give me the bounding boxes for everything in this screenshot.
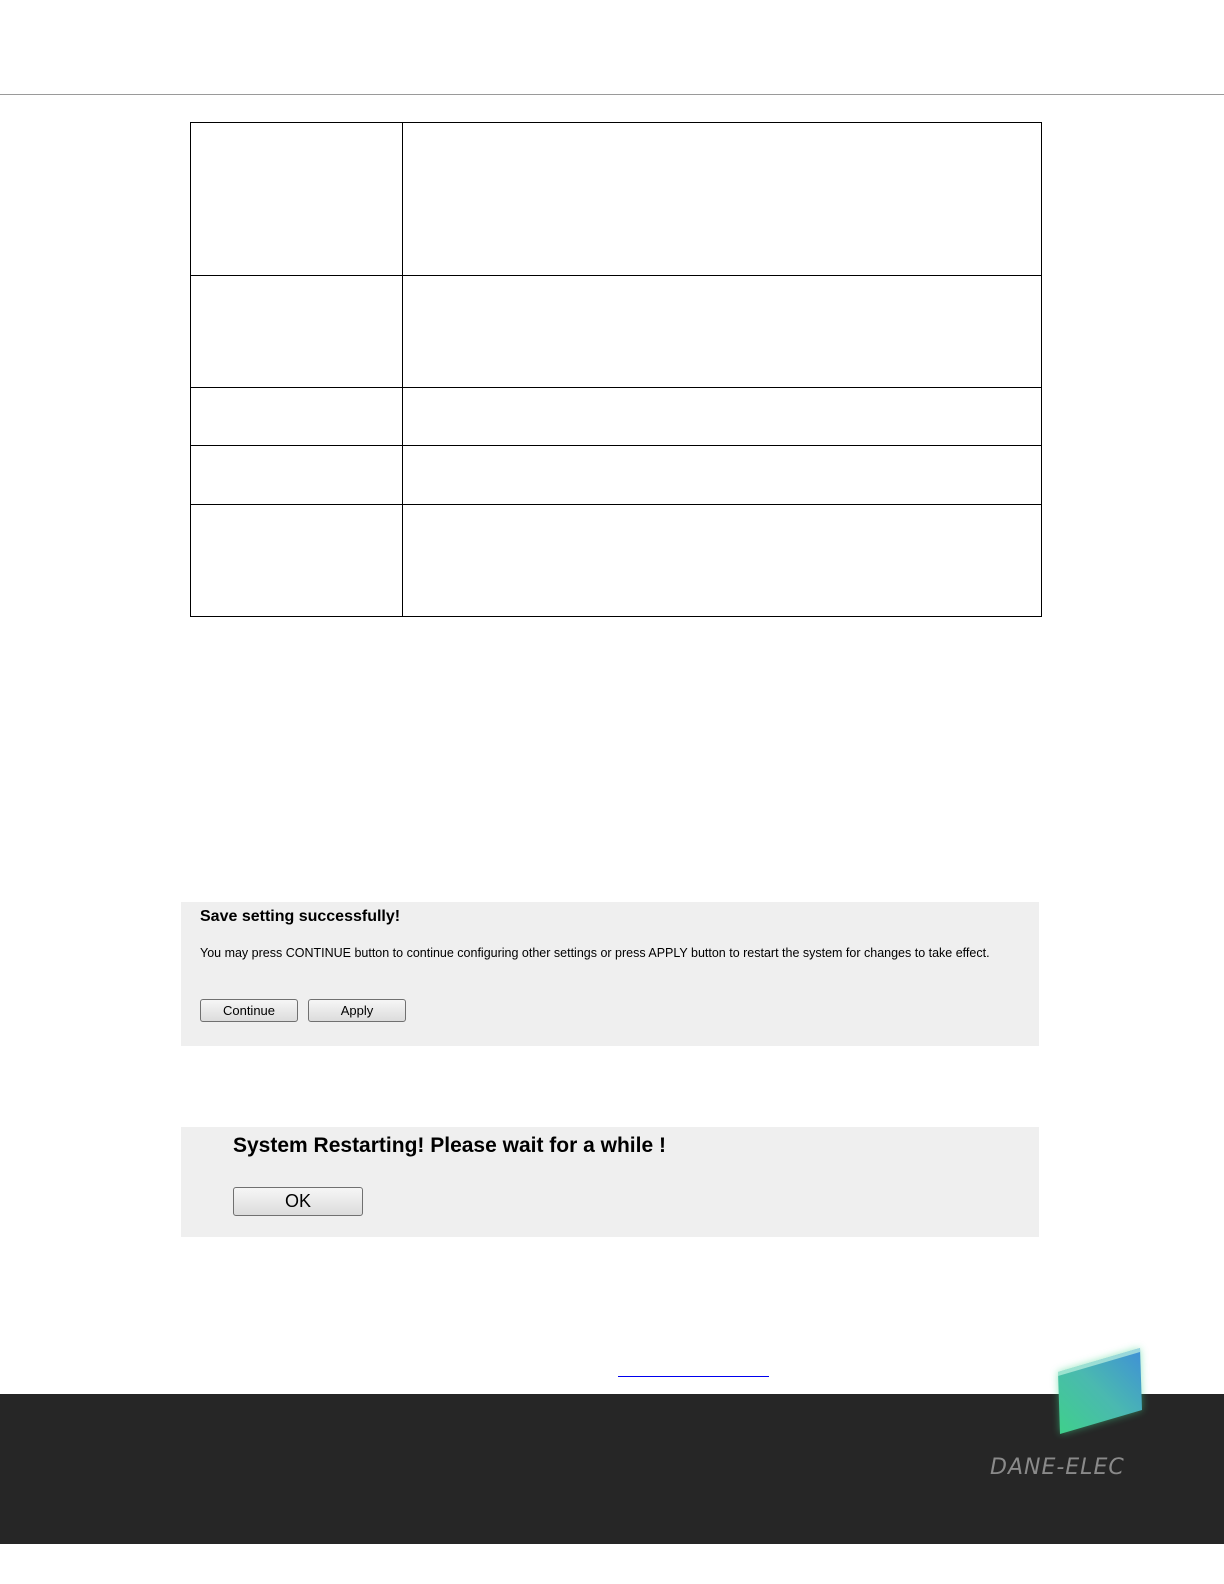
ok-button[interactable]: OK — [233, 1187, 363, 1216]
footer-link-underline[interactable] — [618, 1376, 769, 1377]
parameter-table — [190, 122, 1042, 617]
apply-button[interactable]: Apply — [308, 999, 406, 1022]
table-cell-label — [191, 276, 403, 388]
table-row — [191, 123, 1042, 276]
continue-button[interactable]: Continue — [200, 999, 298, 1022]
system-restart-panel — [181, 1127, 1039, 1237]
table-row — [191, 276, 1042, 388]
table-row — [191, 505, 1042, 617]
table-cell-label — [191, 123, 403, 276]
header-divider — [0, 94, 1224, 95]
brand-logotype: DANE-ELEC — [990, 1455, 1125, 1480]
table-cell-description — [403, 123, 1042, 276]
save-success-description: You may press CONTINUE button to continue configuring other settings or press APPLY button to restart the system for changes to take effect. — [200, 946, 990, 960]
restart-title: System Restarting! Please wait for a while ! — [233, 1134, 666, 1157]
table-cell-description — [403, 276, 1042, 388]
save-success-title: Save setting successfully! — [200, 908, 401, 925]
table-cell-description — [403, 446, 1042, 505]
table-row — [191, 446, 1042, 505]
table-cell-description — [403, 388, 1042, 446]
table-cell-label — [191, 446, 403, 505]
save-success-panel — [181, 902, 1039, 1046]
table-cell-label — [191, 505, 403, 617]
table-cell-description — [403, 505, 1042, 617]
table-row — [191, 388, 1042, 446]
table-cell-label — [191, 388, 403, 446]
dane-elec-logo-icon — [1048, 1340, 1158, 1440]
